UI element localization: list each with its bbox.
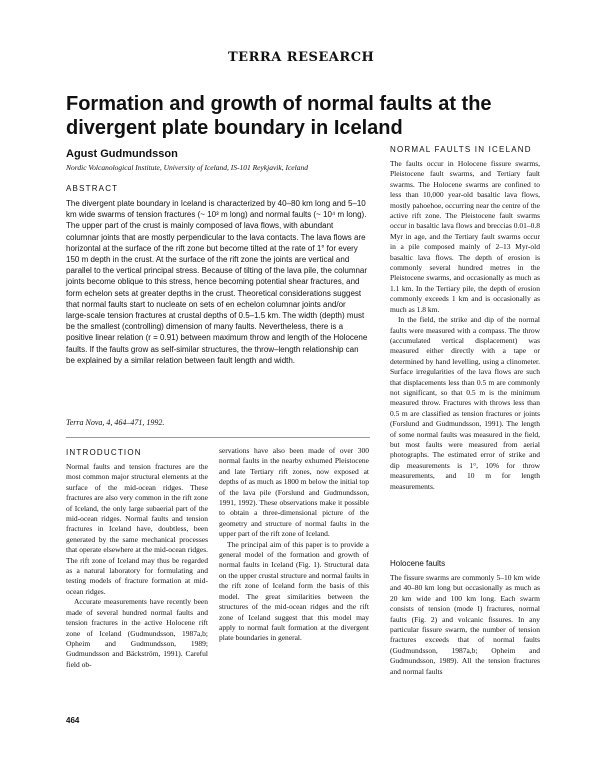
introduction-column-2	[219, 446, 369, 644]
paragraph: servations have also been made of over 300 normal faults in the nearby exhumed Pleistocene and late Tertiary rift zones, now exposed at depths of as much as 1800 m below the initial top of the lava pile (Forslund and Gudmundsson, 1991, 1992). These observations make it possible to obtain a three-dimensional picture of the geometry and structure of normal faults in the upper part of the rift zone of Iceland.	[219, 446, 369, 539]
author-name: Agust Gudmundsson	[66, 148, 178, 160]
section-divider	[66, 437, 370, 438]
abstract-heading: ABSTRACT	[66, 184, 119, 193]
normal-faults-column	[390, 159, 540, 492]
introduction-heading: INTRODUCTION	[66, 448, 142, 457]
paragraph: The principal aim of this paper is to provide a general model of the formation and growth of normal faults in Iceland (Fig. 1). Structural data on the upper crustal structure and normal faults in the rift zone of Iceland form the basis of this model. The great similarities between the structures of the mid-ocean ridges and the rift zone of Iceland suggest that this model may apply to normal fault formation at the divergent plate boundaries in general.	[219, 539, 369, 643]
introduction-column-1	[66, 462, 208, 670]
paragraph: Accurate measurements have recently been made of several hundred normal faults and tension fractures in the active Holocene rift zone of Iceland (Gudmundsson, 1987a,b; Opheim and Gudmundsson, 1989; Gudmundsson and Bäckström, 1991). Careful field ob-	[66, 597, 208, 669]
journal-header: TERRA RESEARCH	[228, 50, 375, 65]
abstract-text: The divergent plate boundary in Iceland is characterized by 40–80 km long and 5–10 km wide swarms of tension fractures (~ 10³ m long) and normal faults (~ 10⁴ m long). The upper part of the crust is mainly composed of lava flows, with abundant columnar joints that are mostly perpendicular to the lava contacts. The lava flows are horizontal at the surface of the rift zone but become tilted at the rate of 1° for every 150 m depth in the crust. At the surface of the rift zone the joints are vertical and parallel to the vertical principal stress. Because of tilting of the lava pile, the columnar joints become oblique to this stress, hence becoming potential shear fractures, and form echelon sets at greater depths in the crust. Theoretical considerations suggest that normal faults start to nucleate on sets of en echelon columnar joints and/or large-scale tension fractures at crustal depths of 0.5–1.5 km. The width (depth) must be the smallest (controlling) dimension of many faults. Nevertheless, there is a positive linear relation (r = 0.91) between maximum throw and length of the Holocene faults. If the faults grow as self-similar structures, the throw–length relationship can be explained by a similar relation between fault length and width.	[66, 199, 368, 365]
holocene-faults-column	[390, 573, 540, 677]
page-number: 464	[66, 716, 80, 725]
article-title: Formation and growth of normal faults at the divergent plate boundary in Iceland	[66, 93, 492, 139]
holocene-faults-heading: Holocene faults	[390, 559, 446, 568]
author-affiliation: Nordic Volcanological Institute, University of Iceland, IS-101 Reykjavik, Iceland	[66, 163, 308, 172]
paragraph: The faults occur in Holocene fissure swarms, Pleistocene fault swarms, and Tertiary fault swarms. The Holocene swarms are confined to less than 10,000 year-old basaltic lava flows, mostly pahoehoe, occurring near the centre of the active rift zone. The Pleistocene fault swarms occur in basaltic lava flows and breccias 0.01–0.8 Myr in age, and the Tertiary fault swarms occur in a pile composed mainly of 2–13 Myr-old basaltic lava flows. The depth of erosion is commonly several hundred metres in the Pleistocene swarms, and occasionally as much as 1.1 km. In the Tertiary pile, the depth of erosion commonly exceeds 1 km and is occasionally as much as 1.8 km.	[390, 159, 540, 314]
citation: Terra Nova, 4, 464–471, 1992.	[66, 418, 165, 427]
paragraph: Normal faults and tension fractures are the most common major structural elements at the surface of the mid-ocean ridges. These fractures are also very common in the rift zone of Iceland, the only large subaerial part of the mid-ocean ridges. Normal faults and tension fractures in Iceland have, doubtless, been generated by the same mechanical processes that operate elsewhere at the mid-ocean ridges. The rift zone of Iceland may thus be regarded as a natural laboratory for formulating and testing models of fracture formation at mid-ocean ridges.	[66, 462, 208, 596]
paragraph: In the field, the strike and dip of the normal faults were measured with a compass. The throw (accumulated vertical displacement) was measured either directly with a tape or determined by hand levelling, using a clinometer. Surface irregularities of the lava flows are such that displacements less than 0.5 m are commonly not significant, so that 0.5 m is the minimum measured throw. Fractures with throws less than 0.5 m are classified as tension fractures or joints (Forslund and Gudmundsson, 1991). The length of some normal faults was measured in the field, but most faults were measured from aerial photographs. The estimated error of strike and dip measurements is 1°, 10% for throw measurements, and 10 m for length measurements.	[390, 315, 540, 491]
paragraph: The fissure swarms are commonly 5–10 km wide and 40–80 km long but occasionally as much as 20 km wide and 100 km long. Each swarm consists of tension (mode I) fractures, normal faults (Fig. 2) and volcanic fissures. In any particular fissure swarm, the number of tension fractures exceeds that of normal faults (Gudmundsson, 1987a,b; Opheim and Gudmundsson, 1989). All the tension fractures and normal faults	[390, 573, 540, 676]
normal-faults-heading: NORMAL FAULTS IN ICELAND	[390, 145, 532, 154]
